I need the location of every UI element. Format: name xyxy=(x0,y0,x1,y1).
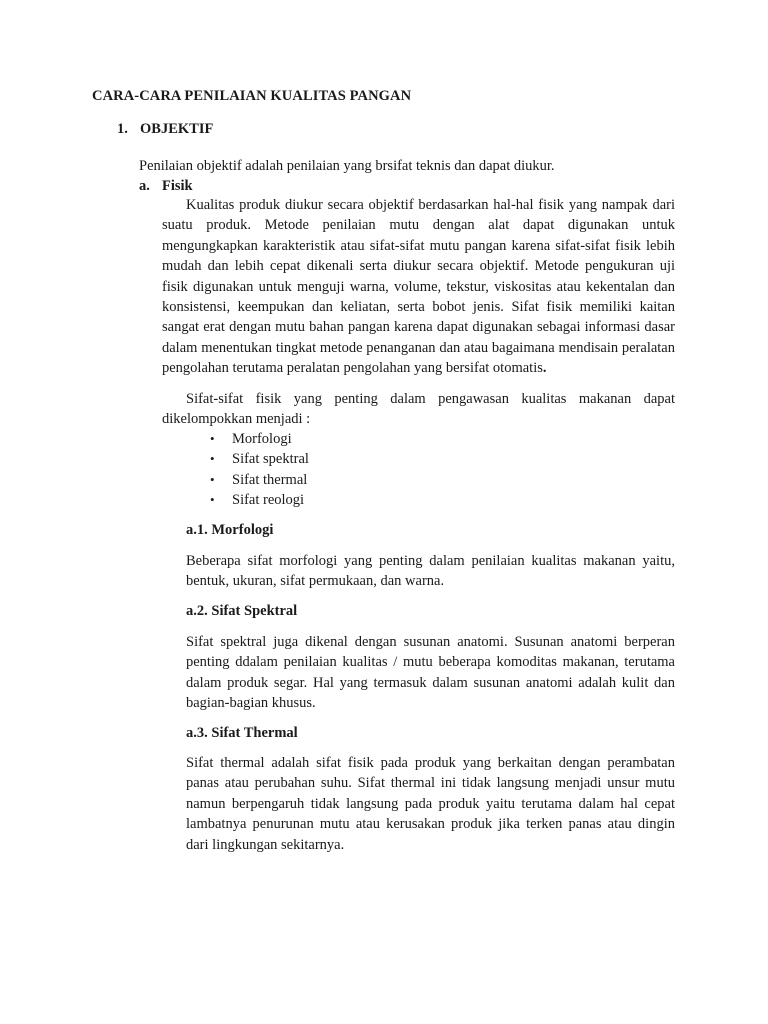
property-list xyxy=(210,429,309,510)
bullet-icon: • xyxy=(210,451,215,467)
fisik-paragraph xyxy=(162,195,675,379)
subsection-letter: a. xyxy=(139,178,150,194)
list-item xyxy=(210,490,309,510)
section-heading xyxy=(117,121,213,138)
document-title: CARA-CARA PENILAIAN KUALITAS PANGAN xyxy=(92,88,412,104)
thermal-paragraph: Sifat thermal adalah sifat fisik pada produk yang berkaitan dengan perambatan panas atau perubahan suhu. Sifat thermal ini tidak langsung menjadi unsur mutu namun berpengaruh tidak langsung pada produk yaitu terutama dalam hal cepat lambatnya penurunan mutu atau kerusakan produk jika terken panas atau dingin dari lingkungan sekitarnya. xyxy=(186,755,675,853)
list-item xyxy=(210,429,309,449)
section-intro: Penilaian objektif adalah penilaian yang brsifat teknis dan dapat diukur. xyxy=(139,158,555,174)
list-item-label: Sifat thermal xyxy=(232,471,308,488)
morfologi-paragraph: Beberapa sifat morfologi yang penting dalam penilaian kualitas makanan yaitu, bentuk, ukuran, sifat permukaan, dan warna. xyxy=(186,553,675,590)
section-heading-text: OBJEKTIF xyxy=(140,121,214,137)
fisik-paragraph-text: Kualitas produk diukur secara objektif berdasarkan hal-hal fisik yang nampak dari suatu produk. Metode penilaian mutu dengan alat dapat digunakan untuk mengungkapkan karakteristik atau sifat-sifat mutu pangan karena sifat-sifat fisik lebih mudah dan lebih cepat dikenali serta diukur secara objektif. Metode pengukuran uji fisik digunakan untuk menguji warna, volume, tekstur, viskositas atau kekentalan dan konsistensi, keempukan dan keliatan, serta bobot jenis. Sifat fisik memiliki kaitan sangat erat dengan mutu bahan pangan karena dapat digunakan sebagai informasi dasar dalam menentukan tingkat metode penanganan dan atau bagaimana mendisain peralatan pengolahan terutama peralatan pengolahan yang bersifat otomatis xyxy=(162,197,675,377)
spektral-heading: a.2. Sifat Spektral xyxy=(186,603,298,619)
list-item-label: Sifat spektral xyxy=(232,451,309,468)
thermal-heading: a.3. Sifat Thermal xyxy=(186,725,298,741)
list-item xyxy=(210,470,309,490)
section-number: 1. xyxy=(117,121,128,137)
spektral-paragraph: Sifat spektral juga dikenal dengan susunan anatomi. Susunan anatomi berperan penting ddalam penilaian kualitas / mutu beberapa komoditas makanan, terutama dalam produk segar. Hal yang termasuk dalam susunan anatomi adalah kulit dan bagian-bagian khusus. xyxy=(186,634,675,712)
morfologi-heading: a.1. Morfologi xyxy=(186,522,274,538)
grouping-paragraph: Sifat-sifat fisik yang penting dalam pengawasan kualitas makanan dapat dikelompokkan menjadi : xyxy=(162,391,675,428)
list-item xyxy=(210,449,309,469)
bullet-icon: • xyxy=(210,431,215,446)
bullet-icon: • xyxy=(210,491,215,507)
fisik-paragraph-end: . xyxy=(542,360,547,377)
subsection-heading-text: Fisik xyxy=(162,178,193,194)
list-item-label: Sifat reologi xyxy=(232,491,305,508)
bullet-icon: • xyxy=(210,471,215,487)
subsection-heading xyxy=(139,178,193,195)
list-item-label: Morfologi xyxy=(232,431,292,447)
